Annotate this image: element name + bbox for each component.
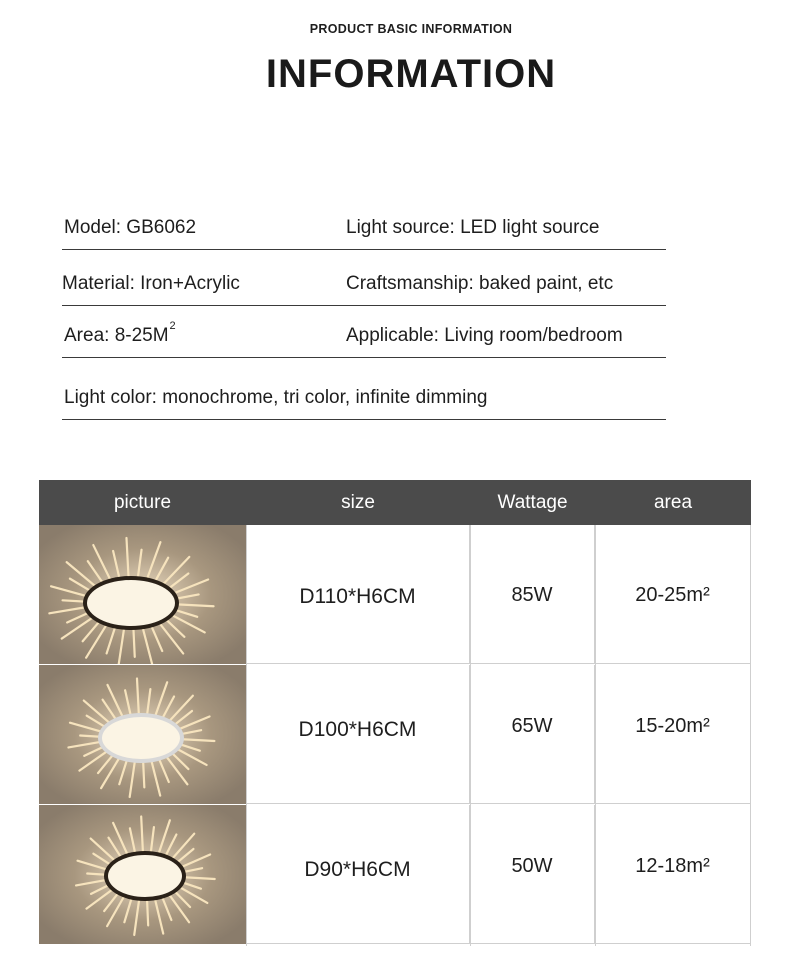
size-cell	[246, 805, 470, 944]
spec-area	[64, 320, 176, 347]
lamp-photo	[39, 665, 246, 804]
column-divider	[470, 525, 471, 946]
lamp-diffuser	[102, 717, 180, 759]
spec-area-text: Area: 8-25M	[64, 325, 169, 346]
table-row	[39, 805, 751, 945]
header-area: area	[653, 492, 693, 513]
lamp-photo	[39, 525, 246, 664]
spec-row-1	[62, 190, 666, 250]
spec-light-source: Light source: LED light source	[346, 217, 600, 238]
spec-row-4	[62, 357, 666, 420]
lamp-diffuser	[108, 855, 182, 897]
area-value: 12-18m²	[635, 855, 710, 877]
size-cell	[246, 525, 470, 664]
size-value: D90*H6CM	[304, 858, 411, 881]
spec-material: Material: Iron+Acrylic	[62, 273, 240, 294]
spec-model: Model: GB6062	[64, 217, 197, 238]
spec-craftsmanship: Craftsmanship: baked paint, etc	[346, 273, 614, 294]
spec-light-color: Light color: monochrome, tri color, infinite dimming	[64, 387, 488, 408]
section-kicker: PRODUCT BASIC INFORMATION	[309, 22, 513, 36]
header-wattage: Wattage	[497, 492, 568, 513]
size-cell	[246, 665, 470, 804]
spec-row-3	[62, 305, 666, 358]
area-cell	[595, 665, 751, 804]
area-cell	[595, 525, 751, 664]
wattage-cell	[470, 525, 595, 664]
lamp-photo	[39, 805, 246, 944]
wattage-value: 65W	[511, 715, 553, 737]
size-value: D100*H6CM	[298, 718, 417, 741]
lamp-diffuser	[87, 580, 175, 626]
header-size: size	[341, 492, 375, 513]
spec-row-2	[62, 249, 666, 306]
column-divider	[246, 525, 247, 946]
area-cell	[595, 805, 751, 944]
area-value: 15-20m²	[635, 715, 710, 737]
page-title: INFORMATION	[265, 52, 557, 96]
spec-area-superscript: 2	[169, 320, 176, 332]
table-header	[39, 480, 751, 525]
table-row	[39, 665, 751, 805]
table-row	[39, 525, 751, 665]
column-divider	[750, 525, 751, 946]
wattage-cell	[470, 805, 595, 944]
spec-applicable: Applicable: Living room/bedroom	[346, 325, 623, 346]
wattage-cell	[470, 665, 595, 804]
area-value: 20-25m²	[635, 584, 710, 606]
wattage-value: 50W	[511, 855, 553, 877]
size-table	[39, 480, 751, 946]
size-value: D110*H6CM	[299, 585, 416, 608]
wattage-value: 85W	[511, 584, 553, 606]
header-picture: picture	[113, 492, 172, 513]
column-divider	[595, 525, 596, 946]
